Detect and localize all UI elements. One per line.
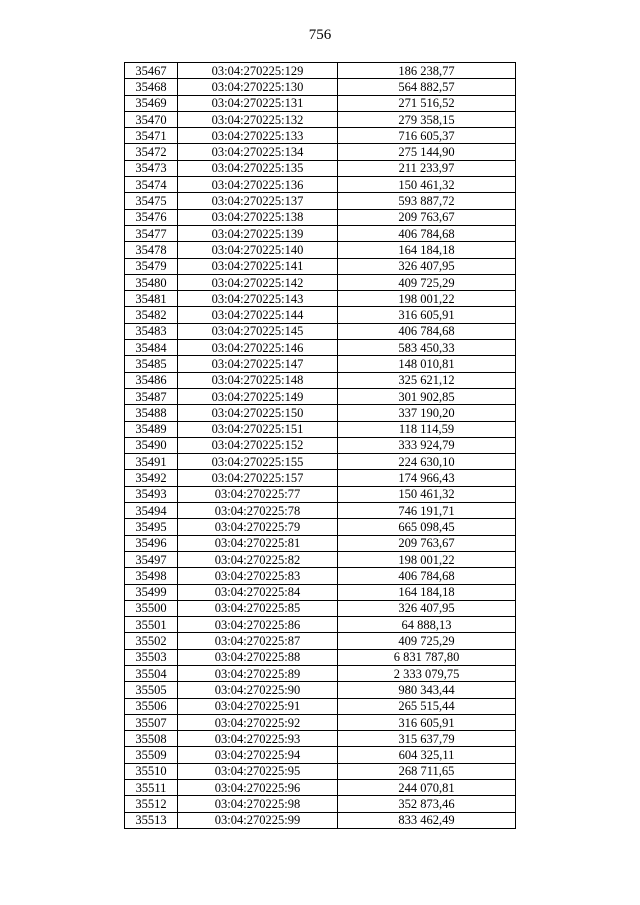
table-row bbox=[125, 128, 516, 144]
cadastral-number-cell: 03:04:270225:139 bbox=[178, 225, 338, 241]
row-number-cell: 35494 bbox=[125, 503, 178, 519]
cadastral-number-cell: 03:04:270225:79 bbox=[178, 519, 338, 535]
table-row bbox=[125, 519, 516, 535]
amount-cell: 325 621,12 bbox=[338, 372, 516, 388]
cadastral-number-cell: 03:04:270225:77 bbox=[178, 486, 338, 502]
row-number-cell: 35468 bbox=[125, 79, 178, 95]
table-row bbox=[125, 584, 516, 600]
cadastral-number-cell: 03:04:270225:88 bbox=[178, 649, 338, 665]
table-row bbox=[125, 437, 516, 453]
table-row bbox=[125, 323, 516, 339]
row-number-cell: 35512 bbox=[125, 796, 178, 812]
row-number-cell: 35507 bbox=[125, 714, 178, 730]
row-number-cell: 35475 bbox=[125, 193, 178, 209]
table-row bbox=[125, 780, 516, 796]
table-row bbox=[125, 177, 516, 193]
table-row bbox=[125, 600, 516, 616]
amount-cell: 186 238,77 bbox=[338, 63, 516, 79]
cadastral-number-cell: 03:04:270225:138 bbox=[178, 209, 338, 225]
amount-cell: 316 605,91 bbox=[338, 307, 516, 323]
table-row bbox=[125, 470, 516, 486]
row-number-cell: 35509 bbox=[125, 747, 178, 763]
table-row bbox=[125, 111, 516, 127]
cadastral-number-cell: 03:04:270225:99 bbox=[178, 812, 338, 828]
amount-cell: 352 873,46 bbox=[338, 796, 516, 812]
table-row bbox=[125, 568, 516, 584]
cadastral-number-cell: 03:04:270225:84 bbox=[178, 584, 338, 600]
row-number-cell: 35502 bbox=[125, 633, 178, 649]
row-number-cell: 35503 bbox=[125, 649, 178, 665]
cadastral-number-cell: 03:04:270225:144 bbox=[178, 307, 338, 323]
amount-cell: 406 784,68 bbox=[338, 225, 516, 241]
cadastral-number-cell: 03:04:270225:85 bbox=[178, 600, 338, 616]
row-number-cell: 35506 bbox=[125, 698, 178, 714]
cadastral-number-cell: 03:04:270225:96 bbox=[178, 780, 338, 796]
row-number-cell: 35487 bbox=[125, 388, 178, 404]
amount-cell: 337 190,20 bbox=[338, 405, 516, 421]
cadastral-number-cell: 03:04:270225:155 bbox=[178, 454, 338, 470]
cadastral-number-cell: 03:04:270225:143 bbox=[178, 291, 338, 307]
amount-cell: 64 888,13 bbox=[338, 617, 516, 633]
table-row bbox=[125, 79, 516, 95]
table-row bbox=[125, 503, 516, 519]
row-number-cell: 35485 bbox=[125, 356, 178, 372]
table-row bbox=[125, 209, 516, 225]
amount-cell: 271 516,52 bbox=[338, 95, 516, 111]
row-number-cell: 35481 bbox=[125, 291, 178, 307]
table-row bbox=[125, 486, 516, 502]
cadastral-number-cell: 03:04:270225:146 bbox=[178, 340, 338, 356]
row-number-cell: 35495 bbox=[125, 519, 178, 535]
table-row bbox=[125, 258, 516, 274]
amount-cell: 268 711,65 bbox=[338, 763, 516, 779]
amount-cell: 209 763,67 bbox=[338, 209, 516, 225]
cadastral-number-cell: 03:04:270225:148 bbox=[178, 372, 338, 388]
cadastral-number-cell: 03:04:270225:137 bbox=[178, 193, 338, 209]
amount-cell: 316 605,91 bbox=[338, 714, 516, 730]
amount-cell: 148 010,81 bbox=[338, 356, 516, 372]
amount-cell: 665 098,45 bbox=[338, 519, 516, 535]
table-row bbox=[125, 551, 516, 567]
row-number-cell: 35499 bbox=[125, 584, 178, 600]
cadastral-number-cell: 03:04:270225:81 bbox=[178, 535, 338, 551]
amount-cell: 174 966,43 bbox=[338, 470, 516, 486]
row-number-cell: 35491 bbox=[125, 454, 178, 470]
amount-cell: 118 114,59 bbox=[338, 421, 516, 437]
cadastral-number-cell: 03:04:270225:157 bbox=[178, 470, 338, 486]
amount-cell: 326 407,95 bbox=[338, 600, 516, 616]
amount-cell: 716 605,37 bbox=[338, 128, 516, 144]
row-number-cell: 35505 bbox=[125, 682, 178, 698]
row-number-cell: 35484 bbox=[125, 340, 178, 356]
row-number-cell: 35471 bbox=[125, 128, 178, 144]
amount-cell: 406 784,68 bbox=[338, 323, 516, 339]
row-number-cell: 35474 bbox=[125, 177, 178, 193]
cadastral-number-cell: 03:04:270225:95 bbox=[178, 763, 338, 779]
amount-cell: 164 184,18 bbox=[338, 242, 516, 258]
table-row bbox=[125, 535, 516, 551]
cadastral-number-cell: 03:04:270225:90 bbox=[178, 682, 338, 698]
page-number: 756 bbox=[308, 27, 332, 43]
amount-cell: 164 184,18 bbox=[338, 584, 516, 600]
table-row bbox=[125, 193, 516, 209]
table-row bbox=[125, 160, 516, 176]
row-number-cell: 35480 bbox=[125, 274, 178, 290]
row-number-cell: 35469 bbox=[125, 95, 178, 111]
row-number-cell: 35483 bbox=[125, 323, 178, 339]
table-row bbox=[125, 307, 516, 323]
cadastral-number-cell: 03:04:270225:89 bbox=[178, 665, 338, 681]
row-number-cell: 35496 bbox=[125, 535, 178, 551]
table-row bbox=[125, 63, 516, 79]
table-row bbox=[125, 340, 516, 356]
amount-cell: 265 515,44 bbox=[338, 698, 516, 714]
cadastral-number-cell: 03:04:270225:131 bbox=[178, 95, 338, 111]
table-row bbox=[125, 144, 516, 160]
row-number-cell: 35477 bbox=[125, 225, 178, 241]
amount-cell: 224 630,10 bbox=[338, 454, 516, 470]
cadastral-number-cell: 03:04:270225:94 bbox=[178, 747, 338, 763]
cadastral-number-cell: 03:04:270225:83 bbox=[178, 568, 338, 584]
row-number-cell: 35478 bbox=[125, 242, 178, 258]
row-number-cell: 35513 bbox=[125, 812, 178, 828]
row-number-cell: 35479 bbox=[125, 258, 178, 274]
row-number-cell: 35492 bbox=[125, 470, 178, 486]
table-row bbox=[125, 763, 516, 779]
cadastral-number-cell: 03:04:270225:129 bbox=[178, 63, 338, 79]
row-number-cell: 35493 bbox=[125, 486, 178, 502]
row-number-cell: 35470 bbox=[125, 111, 178, 127]
cadastral-number-cell: 03:04:270225:130 bbox=[178, 79, 338, 95]
amount-cell: 275 144,90 bbox=[338, 144, 516, 160]
amount-cell: 244 070,81 bbox=[338, 780, 516, 796]
table-body bbox=[125, 63, 516, 829]
cadastral-number-cell: 03:04:270225:151 bbox=[178, 421, 338, 437]
amount-cell: 315 637,79 bbox=[338, 731, 516, 747]
cadastral-number-cell: 03:04:270225:82 bbox=[178, 551, 338, 567]
row-number-cell: 35467 bbox=[125, 63, 178, 79]
table-row bbox=[125, 633, 516, 649]
amount-cell: 583 450,33 bbox=[338, 340, 516, 356]
table-row bbox=[125, 242, 516, 258]
amount-cell: 209 763,67 bbox=[338, 535, 516, 551]
row-number-cell: 35497 bbox=[125, 551, 178, 567]
amount-cell: 279 358,15 bbox=[338, 111, 516, 127]
table-row bbox=[125, 649, 516, 665]
amount-cell: 406 784,68 bbox=[338, 568, 516, 584]
cadastral-number-cell: 03:04:270225:152 bbox=[178, 437, 338, 453]
amount-cell: 980 343,44 bbox=[338, 682, 516, 698]
row-number-cell: 35472 bbox=[125, 144, 178, 160]
table-row bbox=[125, 421, 516, 437]
table-row bbox=[125, 388, 516, 404]
table-row bbox=[125, 812, 516, 828]
amount-cell: 833 462,49 bbox=[338, 812, 516, 828]
row-number-cell: 35500 bbox=[125, 600, 178, 616]
row-number-cell: 35490 bbox=[125, 437, 178, 453]
cadastral-number-cell: 03:04:270225:86 bbox=[178, 617, 338, 633]
cadastral-number-cell: 03:04:270225:145 bbox=[178, 323, 338, 339]
data-table bbox=[124, 62, 516, 829]
amount-cell: 6 831 787,80 bbox=[338, 649, 516, 665]
table-row bbox=[125, 682, 516, 698]
table-row bbox=[125, 405, 516, 421]
cadastral-number-cell: 03:04:270225:87 bbox=[178, 633, 338, 649]
cadastral-number-cell: 03:04:270225:150 bbox=[178, 405, 338, 421]
amount-cell: 301 902,85 bbox=[338, 388, 516, 404]
cadastral-number-cell: 03:04:270225:141 bbox=[178, 258, 338, 274]
table-row bbox=[125, 372, 516, 388]
cadastral-number-cell: 03:04:270225:91 bbox=[178, 698, 338, 714]
amount-cell: 604 325,11 bbox=[338, 747, 516, 763]
amount-cell: 409 725,29 bbox=[338, 274, 516, 290]
cadastral-number-cell: 03:04:270225:147 bbox=[178, 356, 338, 372]
table-row bbox=[125, 356, 516, 372]
row-number-cell: 35473 bbox=[125, 160, 178, 176]
row-number-cell: 35510 bbox=[125, 763, 178, 779]
cadastral-number-cell: 03:04:270225:142 bbox=[178, 274, 338, 290]
cadastral-number-cell: 03:04:270225:136 bbox=[178, 177, 338, 193]
table-row bbox=[125, 698, 516, 714]
table-row bbox=[125, 665, 516, 681]
amount-cell: 150 461,32 bbox=[338, 486, 516, 502]
row-number-cell: 35476 bbox=[125, 209, 178, 225]
amount-cell: 333 924,79 bbox=[338, 437, 516, 453]
amount-cell: 409 725,29 bbox=[338, 633, 516, 649]
row-number-cell: 35498 bbox=[125, 568, 178, 584]
row-number-cell: 35504 bbox=[125, 665, 178, 681]
amount-cell: 198 001,22 bbox=[338, 291, 516, 307]
table-row bbox=[125, 796, 516, 812]
cadastral-number-cell: 03:04:270225:135 bbox=[178, 160, 338, 176]
table-row bbox=[125, 747, 516, 763]
table-row bbox=[125, 714, 516, 730]
row-number-cell: 35511 bbox=[125, 780, 178, 796]
cadastral-number-cell: 03:04:270225:134 bbox=[178, 144, 338, 160]
table-row bbox=[125, 95, 516, 111]
cadastral-number-cell: 03:04:270225:78 bbox=[178, 503, 338, 519]
table-row bbox=[125, 291, 516, 307]
cadastral-number-cell: 03:04:270225:132 bbox=[178, 111, 338, 127]
amount-cell: 326 407,95 bbox=[338, 258, 516, 274]
table-row bbox=[125, 274, 516, 290]
cadastral-number-cell: 03:04:270225:98 bbox=[178, 796, 338, 812]
row-number-cell: 35488 bbox=[125, 405, 178, 421]
cadastral-number-cell: 03:04:270225:133 bbox=[178, 128, 338, 144]
amount-cell: 746 191,71 bbox=[338, 503, 516, 519]
amount-cell: 198 001,22 bbox=[338, 551, 516, 567]
cadastral-number-cell: 03:04:270225:140 bbox=[178, 242, 338, 258]
cadastral-number-cell: 03:04:270225:93 bbox=[178, 731, 338, 747]
cadastral-number-cell: 03:04:270225:149 bbox=[178, 388, 338, 404]
row-number-cell: 35508 bbox=[125, 731, 178, 747]
table-row bbox=[125, 731, 516, 747]
row-number-cell: 35486 bbox=[125, 372, 178, 388]
table-row bbox=[125, 454, 516, 470]
amount-cell: 2 333 079,75 bbox=[338, 665, 516, 681]
row-number-cell: 35501 bbox=[125, 617, 178, 633]
amount-cell: 564 882,57 bbox=[338, 79, 516, 95]
table-row bbox=[125, 617, 516, 633]
row-number-cell: 35482 bbox=[125, 307, 178, 323]
amount-cell: 150 461,32 bbox=[338, 177, 516, 193]
amount-cell: 211 233,97 bbox=[338, 160, 516, 176]
amount-cell: 593 887,72 bbox=[338, 193, 516, 209]
row-number-cell: 35489 bbox=[125, 421, 178, 437]
cadastral-number-cell: 03:04:270225:92 bbox=[178, 714, 338, 730]
table-row bbox=[125, 225, 516, 241]
